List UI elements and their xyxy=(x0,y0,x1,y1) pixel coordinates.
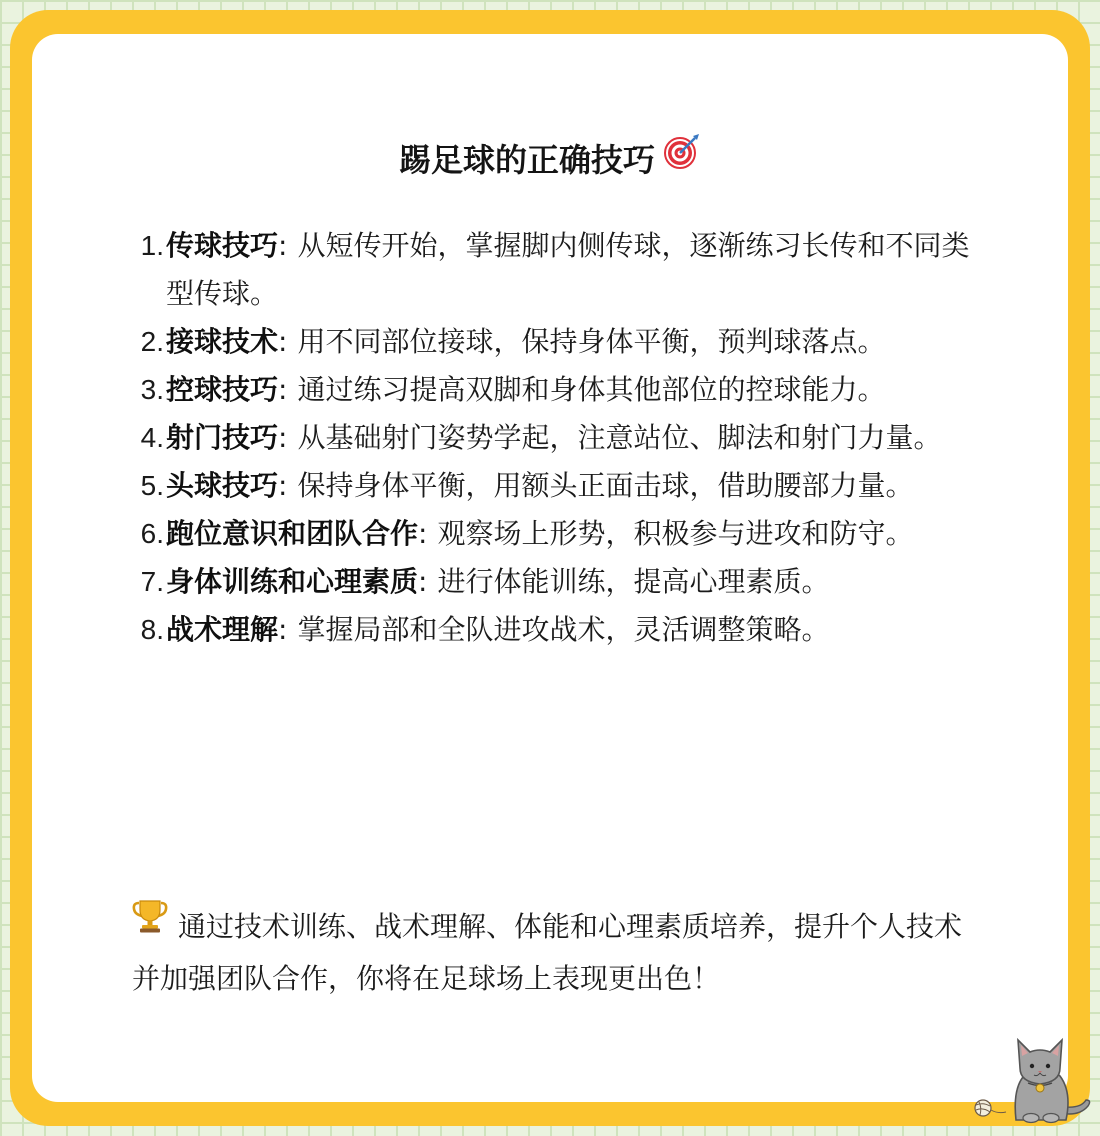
list-number: 7. xyxy=(140,566,164,597)
tip-heading: 接球技术 xyxy=(166,325,279,358)
list-number: 3. xyxy=(140,374,164,405)
tip-colon: : xyxy=(278,373,288,406)
tip-colon: : xyxy=(418,565,428,598)
summary-paragraph xyxy=(132,902,962,1004)
tip-text: 用不同部位接球，保持身体平衡，预判球落点。 xyxy=(297,325,886,358)
tip-colon: : xyxy=(278,325,288,358)
tip-colon: : xyxy=(418,517,428,550)
list-item xyxy=(124,414,984,462)
tip-heading: 射门技巧 xyxy=(166,421,279,454)
tip-heading: 头球技巧 xyxy=(166,469,279,502)
list-number: 5. xyxy=(140,470,164,501)
tip-text: 掌握局部和全队进攻战术，灵活调整策略。 xyxy=(297,613,830,646)
tip-text: 从基础射门姿势学起，注意站位、脚法和射门力量。 xyxy=(297,421,942,454)
list-number: 4. xyxy=(140,422,164,453)
list-item xyxy=(124,462,984,510)
list-item xyxy=(124,318,984,366)
tip-heading: 战术理解 xyxy=(166,613,279,646)
yarn-ball-icon xyxy=(975,1100,1006,1116)
tip-text: 进行体能训练，提高心理素质。 xyxy=(437,565,830,598)
tip-text: 保持身体平衡，用额头正面击球，借助腰部力量。 xyxy=(297,469,914,502)
list-item xyxy=(124,606,984,654)
list-item xyxy=(124,366,984,414)
tip-text: 从短传开始，掌握脚内侧传球，逐渐练习长传和不同类型传球。 xyxy=(166,229,970,310)
tip-text: 观察场上形势，积极参与进攻和防守。 xyxy=(437,517,914,550)
list-number: 8. xyxy=(140,614,164,645)
target-icon xyxy=(663,131,701,187)
summary-text: 通过技术训练、战术理解、体能和心理素质培养，提升个人技术并加强团队合作，你将在足球场上表现更出色！ xyxy=(132,910,963,995)
tip-colon: : xyxy=(278,421,288,454)
tip-colon: : xyxy=(278,613,288,646)
page-title-text: 踢足球的正确技巧 xyxy=(398,141,655,179)
list-item xyxy=(124,510,984,558)
list-number: 2. xyxy=(140,326,164,357)
list-item xyxy=(124,222,984,318)
tip-heading: 身体训练和心理素质 xyxy=(166,565,419,598)
tip-text: 通过练习提高双脚和身体其他部位的控球能力。 xyxy=(297,373,886,406)
trophy-icon xyxy=(132,898,168,950)
tip-heading: 传球技巧 xyxy=(166,229,279,262)
tip-colon: : xyxy=(278,229,288,262)
tip-heading: 控球技巧 xyxy=(166,373,279,406)
tip-colon: : xyxy=(278,469,288,502)
tips-list xyxy=(124,222,984,654)
tip-heading: 跑位意识和团队合作 xyxy=(166,517,419,550)
page-title xyxy=(0,132,1100,190)
list-item xyxy=(124,558,984,606)
cat-illustration xyxy=(968,1032,1094,1128)
list-number: 1. xyxy=(140,230,164,261)
list-number: 6. xyxy=(140,518,164,549)
